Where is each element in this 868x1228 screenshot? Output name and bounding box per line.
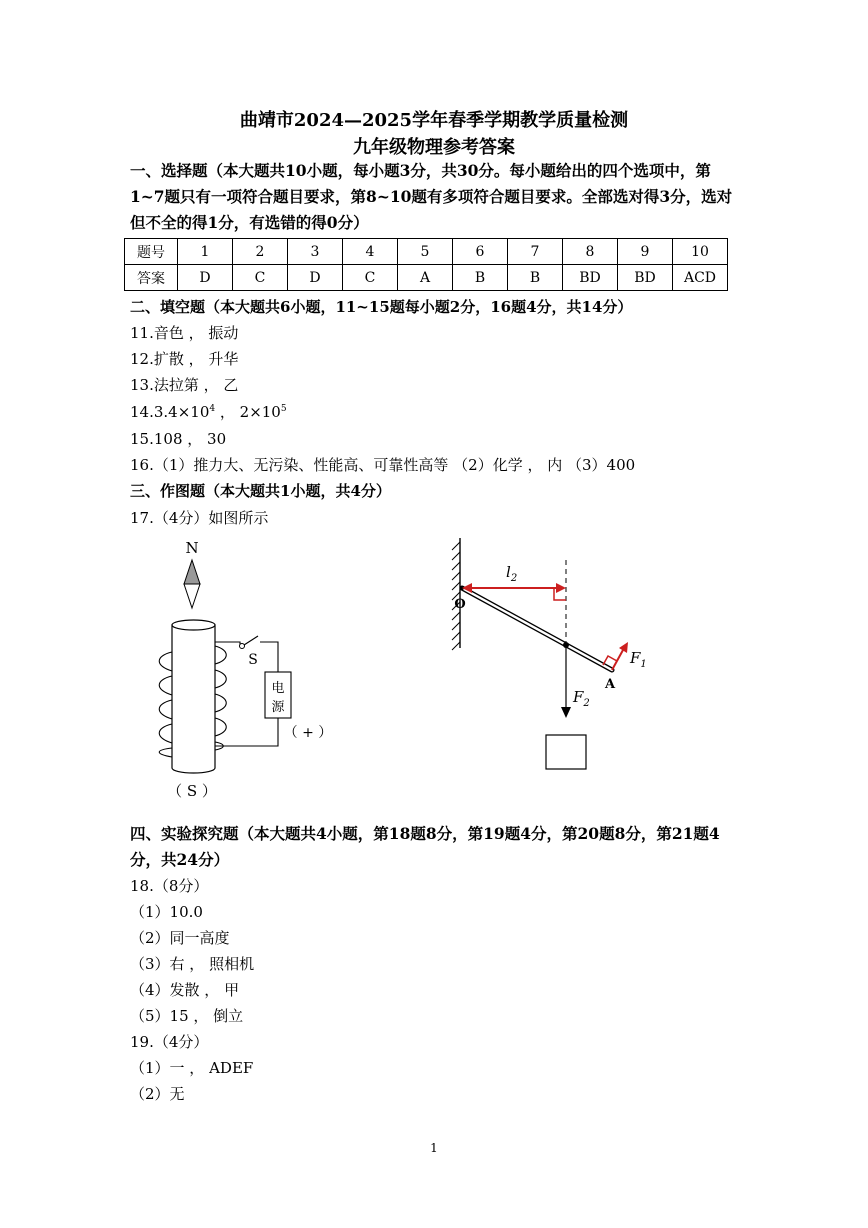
table-cell: A [398,265,453,291]
row-label-a: 答案 [125,265,178,291]
switch-pivot [240,644,245,649]
table-cell: B [453,265,508,291]
power-label-2: 源 [271,700,285,715]
table-cell: 6 [453,239,508,265]
f1-arrow [619,642,628,653]
l2-label: $l_2$ [506,563,518,584]
table-cell: 3 [288,239,343,265]
answer-line: 19.（4分） [130,1033,209,1051]
plus-label: （ + ） [283,725,333,741]
table-cell: C [233,265,288,291]
table-cell: 2 [233,239,288,265]
table-cell: D [288,265,343,291]
table-cell: 10 [673,239,728,265]
table-cell: C [343,265,398,291]
coil-windings [159,646,226,757]
table-cell: BD [563,265,618,291]
table-cell: B [508,265,563,291]
section3-heading: 三、作图题（本大题共1小题，共4分） [130,482,391,500]
solenoid-figure [140,530,360,810]
answer-line: （2）无 [130,1085,185,1103]
section4-heading: 四、实验探究题（本大题共4小题，第18题8分，第19题4分，第20题8分，第21题4分，共24分） [130,824,720,869]
answer-line: 15.108 ， 30 [130,430,227,448]
wire-top [215,642,240,646]
table-row-answers [125,265,728,291]
answer-line: （1）一 ， ADEF [130,1059,254,1077]
table-cell: 5 [398,239,453,265]
answer-line: 11.音色 ， 振动 [130,324,239,342]
core-bottom [172,768,215,773]
lever-bar-inner [462,588,612,670]
section1-heading: 一、选择题（本大题共10小题，每小题3分，共30分。每小题给出的四个选项中，第1~7题只有一项符合题目要求，第8~10题有多项符合题目要求。全部选对得3分，选对但不全的得1分，有选错的得0分） [130,161,733,232]
answer-line-14: $14.3.4\times 10^4$ ， $2\times 10^5$ [130,403,287,421]
answer-line: 18.（8分） [130,877,209,895]
pole-label: （ S ） [167,782,217,800]
a-label: A [604,677,616,692]
l2-arrow-right [556,583,566,593]
o-label: O [454,597,466,612]
f2-label: $F_2$ [573,688,590,709]
wall-hatch [452,542,460,650]
f2-arrow [561,707,571,718]
answer-table [124,238,728,291]
lever-figure [440,530,660,780]
answer-line: （1）10.0 [130,903,203,921]
page-number: 1 [430,1141,438,1155]
weight-block [546,735,586,769]
doc-title: 曲靖市2024—2025学年春季学期教学质量检测 [239,110,629,131]
compass-south-half [184,584,200,608]
compass-north-half [184,560,200,584]
switch-label: S [248,652,258,668]
core-sides [172,625,215,768]
power-label-1: 电 [271,681,285,696]
table-row-numbers [125,239,728,265]
answer-line: 13.法拉第 ， 乙 [130,376,239,394]
table-cell: 7 [508,239,563,265]
answer-line: 12.扩散 ， 升华 [130,350,239,368]
section2-heading: 二、填空题（本大题共6小题，11~15题每小题2分，16题4分，共14分） [130,298,633,316]
core-top [172,620,215,630]
f1-line [612,650,623,670]
table-cell: 9 [618,239,673,265]
switch-lever [244,636,258,645]
doc-subtitle: 九年级物理参考答案 [353,137,515,158]
answer-line: （2）同一高度 [130,929,230,947]
answer-line: 16.（1）推力大、无污染、性能高、可靠性高等 （2）化学 ， 内 （3）400 [130,456,636,474]
answer-line: （5）15 ， 倒立 [130,1007,244,1025]
table-cell: 4 [343,239,398,265]
answer-line: 17.（4分）如图所示 [130,509,269,527]
table-cell: BD [618,265,673,291]
table-cell: D [178,265,233,291]
north-label: N [185,539,199,557]
wire-right [260,642,278,672]
table-cell: 8 [563,239,618,265]
answer-line: （4）发散 ， 甲 [130,981,240,999]
answer-line: （3）右 ， 照相机 [130,955,255,973]
f1-label: $F_1$ [630,649,647,670]
table-cell: ACD [673,265,728,291]
table-cell: 1 [178,239,233,265]
row-label-q: 题号 [125,239,178,265]
